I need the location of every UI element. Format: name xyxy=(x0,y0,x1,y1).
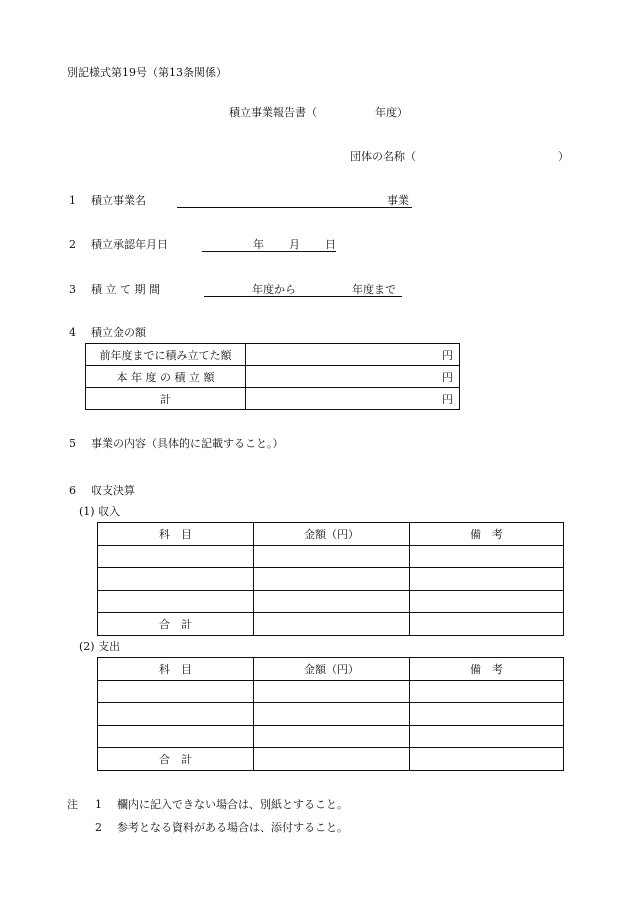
income-header-amount: 金額（円） xyxy=(254,523,410,546)
income-table xyxy=(97,522,564,636)
income-cell[interactable] xyxy=(410,545,564,568)
section-1-number: 1 xyxy=(69,194,76,207)
reserve-amount-table xyxy=(85,343,460,410)
note-1-number: 1 xyxy=(95,798,102,811)
project-name-line[interactable] xyxy=(177,207,412,208)
period-to-label: 年度まで xyxy=(352,283,396,296)
section-6-label: 収支決算 xyxy=(91,484,135,497)
expense-total-label: 合 計 xyxy=(98,748,254,771)
report-title-prefix: 積立事業報告書（ xyxy=(229,106,317,119)
income-total-remarks[interactable] xyxy=(410,613,564,636)
approval-month-label: 月 xyxy=(289,238,300,251)
expense-cell[interactable] xyxy=(98,680,254,703)
income-cell[interactable] xyxy=(98,545,254,568)
table-row xyxy=(98,568,564,591)
income-cell[interactable] xyxy=(254,545,410,568)
org-name-label: 団体の名称（ xyxy=(350,150,416,163)
prior-years-label: 前年度までに積み立てた額 xyxy=(86,344,246,366)
prior-years-amount[interactable]: 円 xyxy=(246,344,460,366)
org-name-close: ） xyxy=(558,150,569,163)
section-5-label: 事業の内容（具体的に記載すること。） xyxy=(91,437,284,450)
expense-total-amount[interactable] xyxy=(254,748,410,771)
income-header-item: 科 目 xyxy=(98,523,254,546)
approval-day-label: 日 xyxy=(325,238,336,251)
income-header-remarks: 備 考 xyxy=(410,523,564,546)
table-row xyxy=(98,725,564,748)
total-amount[interactable]: 円 xyxy=(246,388,460,410)
table-row xyxy=(86,388,460,410)
table-row xyxy=(86,344,460,366)
income-cell[interactable] xyxy=(410,568,564,591)
table-row xyxy=(98,590,564,613)
period-from-label: 年度から xyxy=(252,283,296,296)
expense-cell[interactable] xyxy=(254,703,410,726)
expense-cell[interactable] xyxy=(410,680,564,703)
section-3-label: 積 立 て 期 間 xyxy=(91,283,160,296)
table-row xyxy=(98,680,564,703)
expense-total-remarks[interactable] xyxy=(410,748,564,771)
expense-cell[interactable] xyxy=(410,725,564,748)
total-label: 計 xyxy=(86,388,246,410)
income-label: (1) 収入 xyxy=(79,505,121,518)
income-cell[interactable] xyxy=(254,568,410,591)
expense-cell[interactable] xyxy=(410,703,564,726)
expense-cell[interactable] xyxy=(98,725,254,748)
section-3-number: 3 xyxy=(69,283,76,296)
section-4-number: 4 xyxy=(69,326,76,339)
section-6-number: 6 xyxy=(69,484,76,497)
section-1-suffix: 事業 xyxy=(387,194,409,207)
expense-header-remarks: 備 考 xyxy=(410,658,564,681)
section-2-number: 2 xyxy=(69,238,76,251)
income-cell[interactable] xyxy=(98,590,254,613)
expense-header-amount: 金額（円） xyxy=(254,658,410,681)
expense-cell[interactable] xyxy=(254,725,410,748)
table-row xyxy=(98,545,564,568)
approval-year-label: 年 xyxy=(253,238,264,251)
income-cell[interactable] xyxy=(410,590,564,613)
report-title-suffix: 年度） xyxy=(375,106,408,119)
table-row xyxy=(98,523,564,546)
approval-date-line[interactable] xyxy=(202,251,336,252)
income-total-label: 合 計 xyxy=(98,613,254,636)
section-4-label: 積立金の額 xyxy=(91,326,146,339)
notes-prefix: 注 xyxy=(67,798,78,811)
table-row xyxy=(98,748,564,771)
table-row xyxy=(86,366,460,388)
current-year-label: 本 年 度 の 積 立 額 xyxy=(86,366,246,388)
table-row xyxy=(98,613,564,636)
section-5-number: 5 xyxy=(69,437,76,450)
income-total-amount[interactable] xyxy=(254,613,410,636)
expense-cell[interactable] xyxy=(98,703,254,726)
income-cell[interactable] xyxy=(254,590,410,613)
table-row xyxy=(98,658,564,681)
note-2-text: 参考となる資料がある場合は、添付すること。 xyxy=(117,821,348,834)
note-2-number: 2 xyxy=(95,821,102,834)
note-1-text: 欄内に記入できない場合は、別紙とすること。 xyxy=(117,798,348,811)
income-cell[interactable] xyxy=(98,568,254,591)
current-year-amount[interactable]: 円 xyxy=(246,366,460,388)
table-row xyxy=(98,703,564,726)
expense-header-item: 科 目 xyxy=(98,658,254,681)
expense-label: (2) 支出 xyxy=(79,640,121,653)
expense-table xyxy=(97,657,564,771)
form-number: 別記様式第19号（第13条関係） xyxy=(67,66,227,79)
expense-cell[interactable] xyxy=(254,680,410,703)
section-2-label: 積立承認年月日 xyxy=(91,238,168,251)
section-1-label: 積立事業名 xyxy=(91,194,146,207)
